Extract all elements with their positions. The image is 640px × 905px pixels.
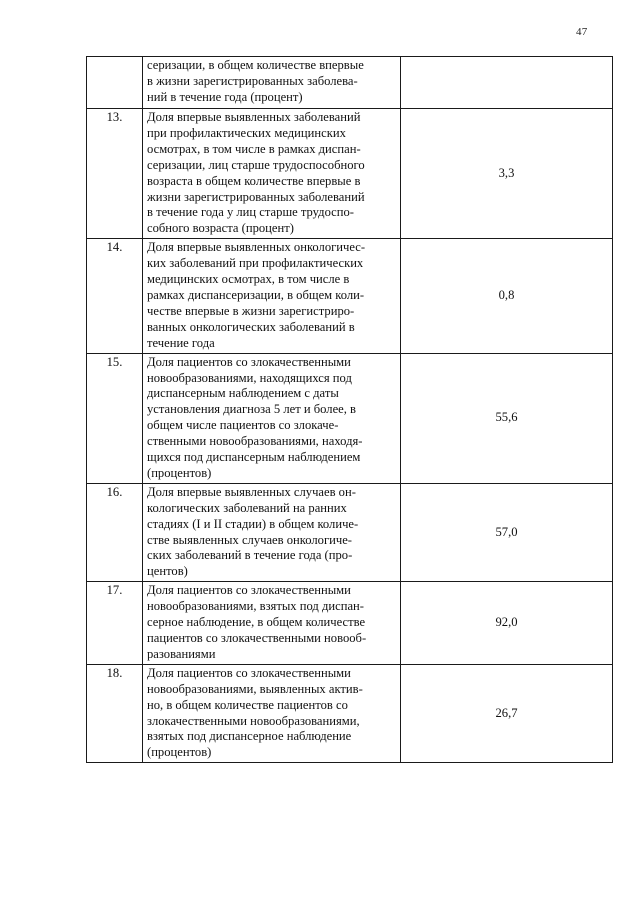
description-line: Доля пациентов со злокачественными [147, 354, 351, 369]
description-line: ких заболеваний при профилактических [147, 256, 364, 271]
description-line: ских заболеваний в течение года (про- [147, 548, 353, 563]
description-line: Доля пациентов со злокачественными [147, 665, 351, 680]
description-line: стадиях (I и II стадии) в общем количе- [147, 516, 359, 531]
description-line: но, в общем количестве пациентов со [147, 697, 348, 712]
description-line: Доля впервые выявленных случаев он- [147, 484, 356, 499]
description-line: стве выявленных случаев онкологиче- [147, 532, 352, 547]
indicator-value: 26,7 [401, 664, 613, 762]
indicator-description [143, 353, 401, 483]
description-line: в жизни зарегистрированных заболева- [147, 73, 358, 88]
table-row [87, 57, 613, 109]
description-line: ванных онкологических заболеваний в [147, 319, 355, 334]
row-number: 15. [87, 353, 143, 483]
description-line: течение года [147, 335, 215, 350]
table-row [87, 483, 613, 581]
row-number: 17. [87, 582, 143, 665]
indicator-value: 3,3 [401, 109, 613, 239]
description-line: новообразованиями, выявленных актив- [147, 681, 363, 696]
description-line: разованиями [147, 646, 216, 661]
description-line: взятых под диспансерное наблюдение [147, 729, 352, 744]
description-line: Доля впервые выявленных заболеваний [147, 110, 361, 124]
table-row [87, 582, 613, 665]
row-number: 18. [87, 664, 143, 762]
indicator-value: 55,6 [401, 353, 613, 483]
row-number: 16. [87, 483, 143, 581]
row-number: 13. [87, 109, 143, 239]
description-line: собного возраста (процент) [147, 221, 294, 236]
table-row [87, 353, 613, 483]
description-line: Доля впервые выявленных онкологичес- [147, 240, 366, 255]
description-line: (процентов) [147, 465, 212, 480]
indicator-description [143, 239, 401, 353]
table-row [87, 664, 613, 762]
description-line: жизни зарегистрированных заболеваний [147, 189, 365, 204]
indicator-value: 92,0 [401, 582, 613, 665]
indicator-description [143, 483, 401, 581]
description-line: установления диагноза 5 лет и более, в [147, 402, 357, 417]
table-row [87, 109, 613, 239]
indicator-description [143, 109, 401, 239]
description-line: новообразованиями, находящихся под [147, 370, 352, 385]
description-line: честве впервые в жизни зарегистриро- [147, 303, 355, 318]
table-row [87, 239, 613, 353]
description-line: злокачественными новообразованиями, [147, 713, 360, 728]
description-line: новообразованиями, взятых под диспан- [147, 599, 364, 614]
description-line: ственными новообразованиями, находя- [147, 434, 363, 449]
description-line: ний в течение года (процент) [147, 89, 303, 104]
description-line: серное наблюдение, в общем количестве [147, 615, 366, 630]
page-number: 47 [576, 26, 588, 38]
description-line: центов) [147, 564, 188, 579]
description-line: диспансерным наблюдением с даты [147, 386, 339, 401]
row-number: 14. [87, 239, 143, 353]
description-line: рамках диспансеризации, в общем коли- [147, 287, 365, 302]
description-line: медицинских осмотрах, в том числе в [147, 272, 350, 287]
description-line: кологических заболеваний на ранних [147, 500, 347, 515]
indicator-value [401, 57, 613, 109]
indicators-table [86, 56, 613, 763]
description-line: общем числе пациентов со злокаче- [147, 418, 339, 433]
indicator-value: 57,0 [401, 483, 613, 581]
indicator-description [143, 582, 401, 665]
indicator-description [143, 57, 401, 109]
description-line: пациентов со злокачественными новооб- [147, 631, 367, 645]
row-number [87, 57, 143, 109]
description-line: серизации, лиц старше трудоспособного [147, 157, 365, 172]
description-line: осмотрах, в том числе в рамках диспан- [147, 141, 361, 156]
description-line: в течение года у лиц старше трудоспо- [147, 205, 355, 220]
description-line: щихся под диспансерным наблюдением [147, 450, 361, 465]
description-line: возраста в общем количестве впервые в [147, 173, 361, 188]
indicator-description [143, 664, 401, 762]
indicator-value: 0,8 [401, 239, 613, 353]
description-line: серизации, в общем количестве впервые [147, 58, 364, 72]
description-line: (процентов) [147, 745, 212, 760]
description-line: Доля пациентов со злокачественными [147, 583, 351, 598]
description-line: при профилактических медицинских [147, 125, 346, 140]
